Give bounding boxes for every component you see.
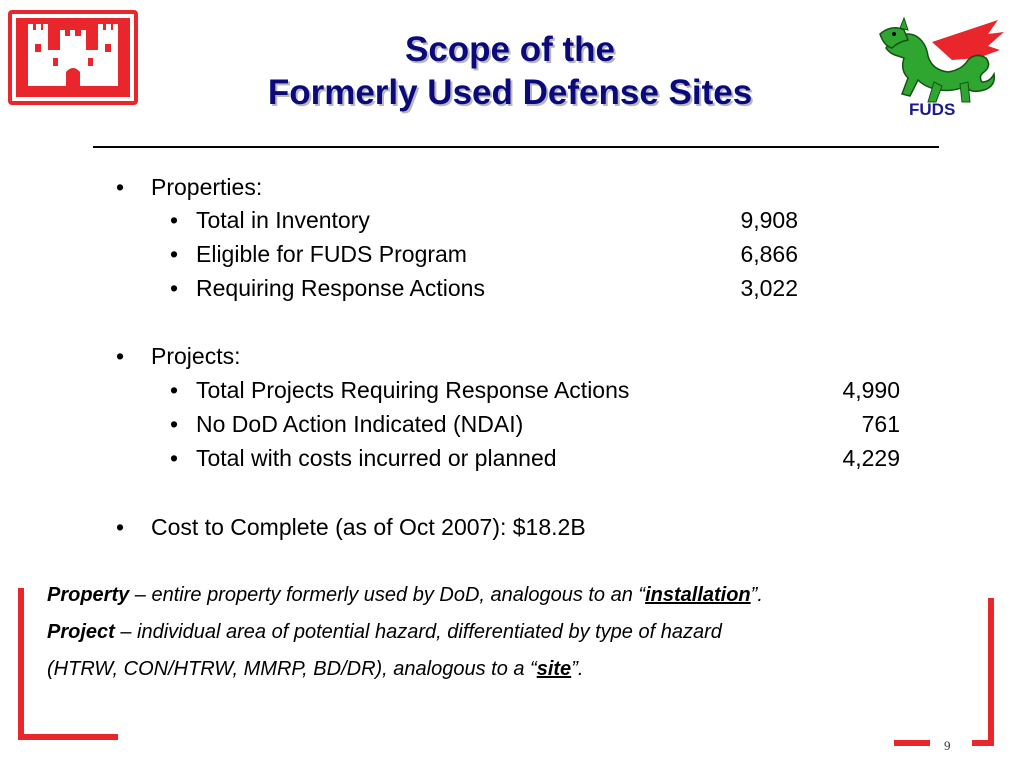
bullet-dot: • [170, 445, 179, 471]
key-site: site [536, 658, 572, 680]
bracket-decoration [894, 740, 930, 746]
bracket-decoration [18, 734, 118, 740]
definitions-block [47, 577, 977, 688]
title-line-1: Scope of the [404, 30, 616, 69]
list-item-label: No DoD Action Indicated (NDAI) [196, 411, 524, 437]
page-number: 9 [944, 738, 951, 753]
term-project: Project [47, 621, 115, 643]
bullet-dot: • [170, 207, 179, 233]
bullet-dot: • [170, 411, 179, 437]
bullet-dot: • [170, 275, 179, 301]
list-item-label: Total in Inventory [196, 207, 370, 233]
bullet-dot: • [170, 377, 179, 403]
list-item-value: 9,908 [740, 207, 798, 233]
list-item-label: Total Projects Requiring Response Actions [196, 377, 630, 403]
section-heading-projects: Projects: [151, 343, 241, 369]
list-item-value: 3,022 [740, 275, 798, 301]
key-installation: installation [645, 584, 751, 606]
bullet-dot: • [116, 343, 125, 369]
section-heading-properties: Properties: [151, 174, 263, 200]
title-divider [93, 146, 939, 148]
bullet-dot: • [116, 174, 125, 200]
section-heading-cost: Cost to Complete (as of Oct 2007): $18.2B [151, 514, 586, 540]
fuds-label: FUDS [909, 100, 956, 119]
page-title [150, 28, 870, 114]
definition-project-cont: (HTRW, CON/HTRW, MMRP, BD/DR), analogous to a “site”. [47, 658, 584, 680]
bracket-decoration [972, 740, 994, 746]
list-item-value: 761 [861, 411, 900, 437]
castle-logo [8, 10, 138, 105]
list-item-label: Requiring Response Actions [196, 275, 485, 301]
list-item-value: 4,229 [842, 445, 900, 471]
title-line-2: Formerly Used Defense Sites [267, 73, 753, 112]
bracket-decoration [988, 598, 994, 746]
bracket-decoration [18, 588, 24, 738]
list-item-value: 6,866 [740, 241, 798, 267]
list-item-value: 4,990 [842, 377, 900, 403]
list-item-label: Total with costs incurred or planned [196, 445, 557, 471]
term-property: Property [47, 584, 130, 606]
bullet-dot: • [170, 241, 179, 267]
list-item-label: Eligible for FUDS Program [196, 241, 467, 267]
definition-project: Project – individual area of potential hazard, differentiated by type of hazard [47, 621, 722, 643]
bullet-dot: • [116, 514, 125, 540]
definition-property: Property – entire property formerly used by DoD, analogous to an “installation”. [47, 584, 763, 606]
